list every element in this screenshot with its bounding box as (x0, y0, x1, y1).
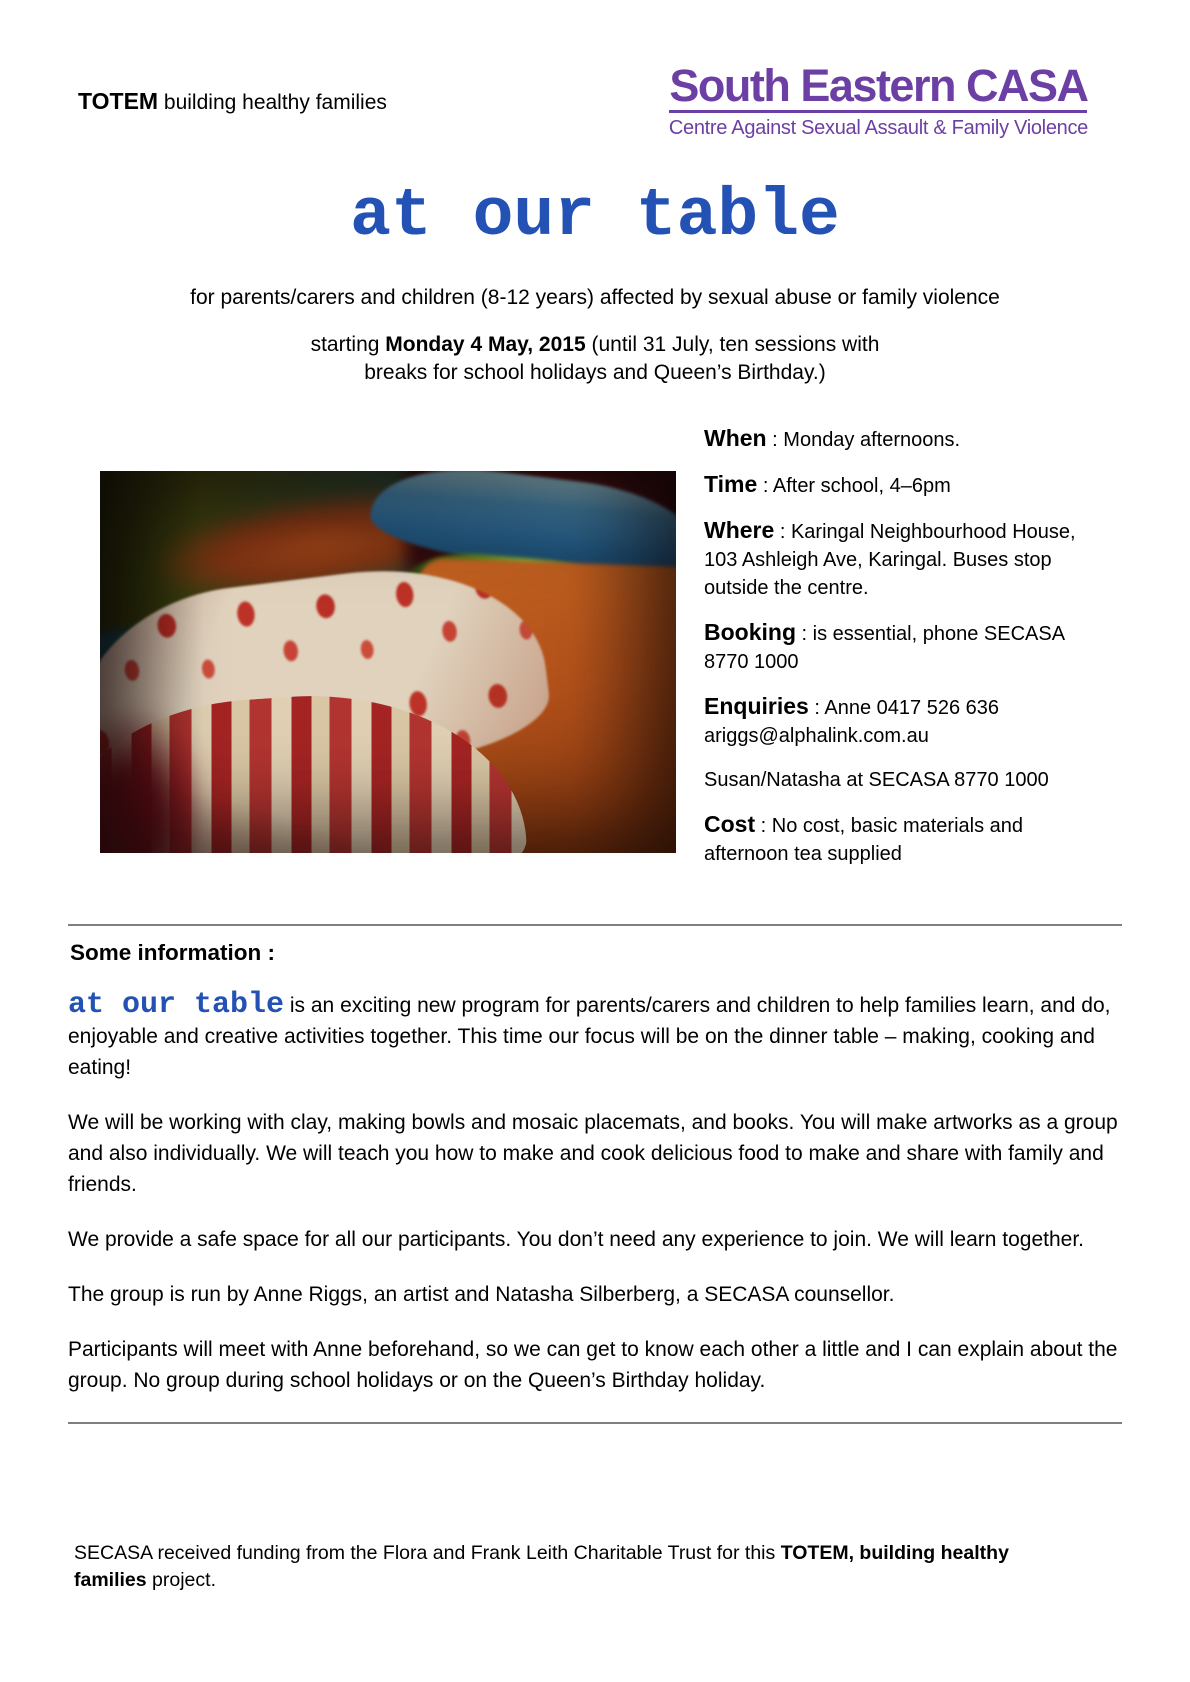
secasa-logo (669, 62, 1088, 140)
ceramic-bowls-photo (100, 471, 676, 853)
detail-where-text: Karingal Neighbourhood House, 103 Ashleigh Ave, Karingal. Buses stop outside the centre. (704, 521, 1076, 599)
funding-acknowledgement: SECASA received funding from the Flora and Frank Leith Charitable Trust for this TOTEM, building healthy families project. (74, 1542, 1009, 1591)
info-section (68, 924, 1122, 1424)
detail-enquiries-phone: Anne 0417 526 636 (824, 697, 999, 719)
detail-when-text: Monday afternoons. (783, 429, 961, 451)
starting-line-2: breaks for school holidays and Queen’s Birthday.) (364, 361, 826, 384)
detail-where-label: Where (704, 517, 775, 543)
detail-enquiries-email: ariggs@alphalink.com.au (704, 725, 929, 747)
totem-tagline-bold: TOTEM (78, 88, 159, 114)
detail-booking-text: is essential, phone SECASA 8770 1000 (704, 623, 1064, 673)
detail-cost-label: Cost (704, 811, 756, 837)
divider-top (68, 924, 1122, 926)
starting-dates (0, 331, 1190, 387)
detail-when: When : Monday afternoons. (704, 425, 961, 451)
detail-booking: Booking : is essential, phone SECASA 8770 1000 (704, 619, 1064, 673)
starting-date-bold: Monday 4 May, 2015 (385, 333, 586, 356)
funding-project-name: TOTEM, building healthy families (74, 1542, 1009, 1591)
info-paragraph-4: The group is run by Anne Riggs, an artist and Natasha Silberberg, a SECASA counsellor. (68, 1283, 895, 1306)
secasa-logo-title: South Eastern CASA (669, 62, 1087, 113)
totem-tagline (78, 88, 387, 115)
detail-when-label: When (704, 425, 767, 451)
audience-line: for parents/carers and children (8-12 years) affected by sexual abuse or family violence (190, 286, 1000, 309)
program-details (704, 424, 1088, 884)
divider-bottom (68, 1422, 1122, 1424)
info-paragraph-5: Participants will meet with Anne beforehand, so we can get to know each other a little and I can explain about the group. No group during school holidays or on the Queen’s Birthday holiday. (68, 1338, 1118, 1392)
info-paragraph-3: We provide a safe space for all our participants. You don’t need any experience to join. We will learn together. (68, 1228, 1085, 1251)
detail-enquiries: Enquiries : Anne 0417 526 636 ariggs@alphalink.com.au (704, 693, 999, 747)
starting-line-1: starting Monday 4 May, 2015 (until 31 July, ten sessions with (310, 333, 880, 356)
info-paragraph-1: at our table is an exciting new program for parents/carers and children to help families learn, and do, enjoyable and creative activities together. This time our focus will be on the dinner table – making, cooking and eating! (68, 988, 1111, 1079)
detail-where: Where : Karingal Neighbourhood House, 103 Ashleigh Ave, Karingal. Buses stop outside the centre. (704, 517, 1076, 599)
photo-vignette (100, 471, 676, 853)
totem-tagline-rest: building healthy families (158, 91, 387, 114)
detail-time-label: Time (704, 471, 758, 497)
detail-booking-label: Booking (704, 619, 796, 645)
inline-program-title: at our table (68, 988, 285, 1022)
detail-susan-natasha: Susan/Natasha at SECASA 8770 1000 (704, 769, 1049, 791)
info-heading: Some information : (70, 940, 276, 965)
detail-time: Time : After school, 4–6pm (704, 471, 951, 497)
detail-cost-text: No cost, basic materials and afternoon tea supplied (704, 815, 1024, 865)
detail-time-text: After school, 4–6pm (772, 475, 951, 497)
info-paragraph-2: We will be working with clay, making bowls and mosaic placemats, and books. You will make artworks as a group and also individually. We will teach you how to make and cook delicious food to make and share with family and friends. (68, 1111, 1118, 1196)
detail-enquiries-label: Enquiries (704, 693, 809, 719)
page-title: at our table (350, 178, 840, 255)
detail-cost: Cost : No cost, basic materials and afternoon tea supplied (704, 811, 1024, 865)
secasa-logo-subtitle: Centre Against Sexual Assault & Family Violence (668, 117, 1088, 140)
